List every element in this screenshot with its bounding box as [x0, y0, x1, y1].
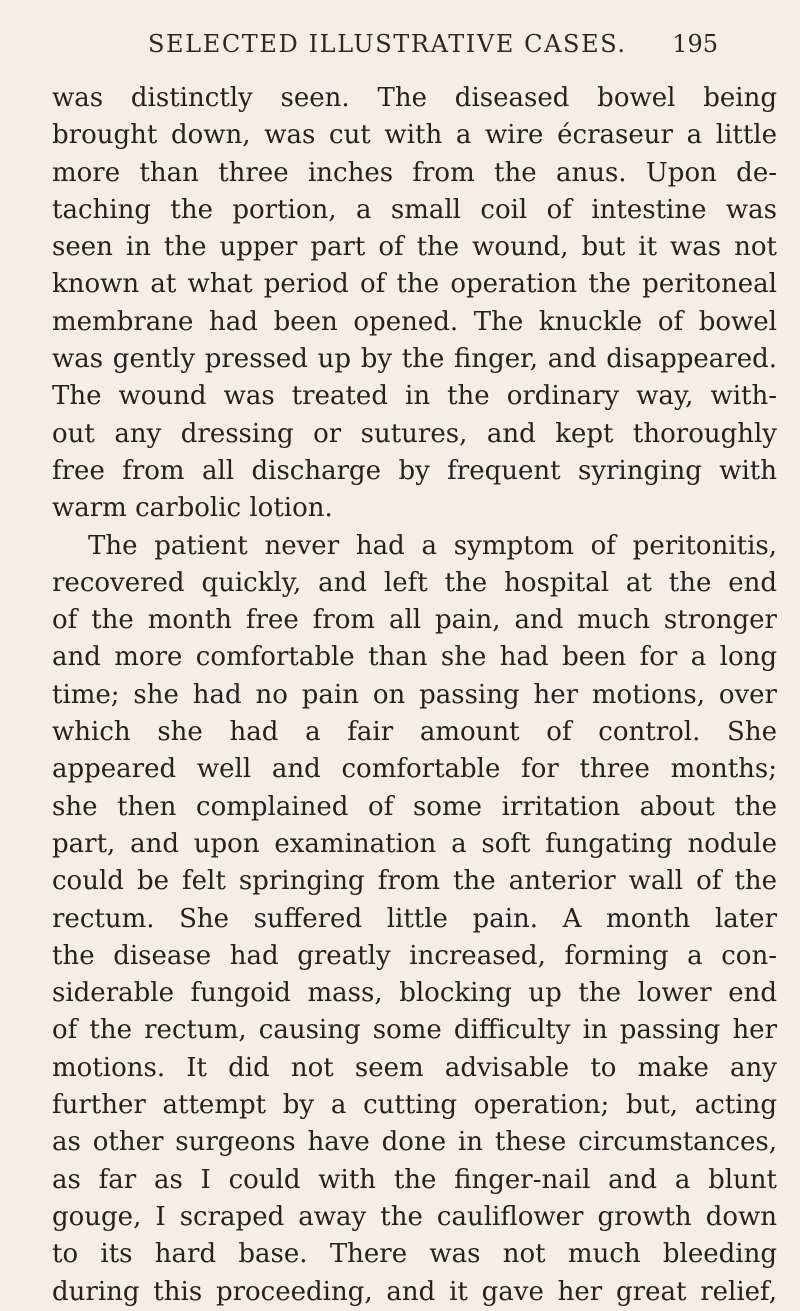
text-line: to its hard base. There was not much bleeding	[52, 1239, 777, 1270]
text-line: more than three inches from the anus. Upon de-	[52, 157, 777, 188]
text-line: further attempt by a cutting operation; but, acting	[52, 1090, 777, 1121]
text-line: warm carbolic lotion.	[52, 493, 333, 524]
text-line: time; she had no pain on passing her motions, over	[52, 679, 777, 710]
text-line: as other surgeons have done in these circumstances,	[52, 1127, 777, 1158]
text-line: the disease had greatly increased, forming a con-	[52, 940, 777, 971]
text-line: was distinctly seen. The diseased bowel being	[52, 83, 777, 113]
text-line: membrane had been opened. The knuckle of bowel	[52, 306, 777, 337]
text-line: of the rectum, causing some difficulty in passing her	[52, 1015, 777, 1046]
text-line: The wound was treated in the ordinary way, with-	[52, 381, 777, 412]
text-line: seen in the upper part of the wound, but it was not	[52, 232, 777, 263]
text-line: recovered quickly, and left the hospital at the end	[52, 567, 777, 598]
text-line: during this proceeding, and it gave her great relief,	[52, 1276, 777, 1307]
text-line: as far as I could with the finger-nail and a blunt	[52, 1164, 777, 1195]
text-line: part, and upon examination a soft fungating nodule	[52, 828, 777, 859]
text-line: out any dressing or sutures, and kept thoroughly	[52, 418, 777, 449]
text-line: siderable fungoid mass, blocking up the lower end	[52, 978, 777, 1009]
text-line: gouge, I scraped away the cauliflower growth down	[52, 1201, 777, 1232]
page-number: 195	[672, 30, 718, 58]
text-line: she then complained of some irritation about the	[52, 791, 777, 822]
text-line: taching the portion, a small coil of intestine was	[52, 194, 777, 225]
text-line: known at what period of the operation the peritoneal	[52, 269, 777, 300]
paragraph-start-line: The patient never had a symptom of peritonitis,	[88, 530, 777, 561]
text-line: could be felt springing from the anterior wall of the	[52, 866, 777, 897]
text-line: appeared well and comfortable for three months;	[52, 754, 777, 785]
body-text	[52, 80, 777, 1311]
running-head	[148, 30, 718, 70]
text-line: which she had a fair amount of control. She	[52, 717, 777, 748]
text-line: free from all discharge by frequent syringing with	[52, 455, 777, 486]
text-line: was gently pressed up by the finger, and disappeared.	[52, 344, 777, 375]
text-line: and more comfortable than she had been for a long	[52, 642, 777, 673]
running-title: SELECTED ILLUSTRATIVE CASES.	[148, 30, 627, 58]
text-line: rectum. She suffered little pain. A month later	[52, 903, 777, 934]
text-line: of the month free from all pain, and much stronger	[52, 605, 777, 636]
text-line: motions. It did not seem advisable to make any	[52, 1052, 777, 1083]
text-line: brought down, was cut with a wire écraseur a little	[52, 120, 777, 151]
